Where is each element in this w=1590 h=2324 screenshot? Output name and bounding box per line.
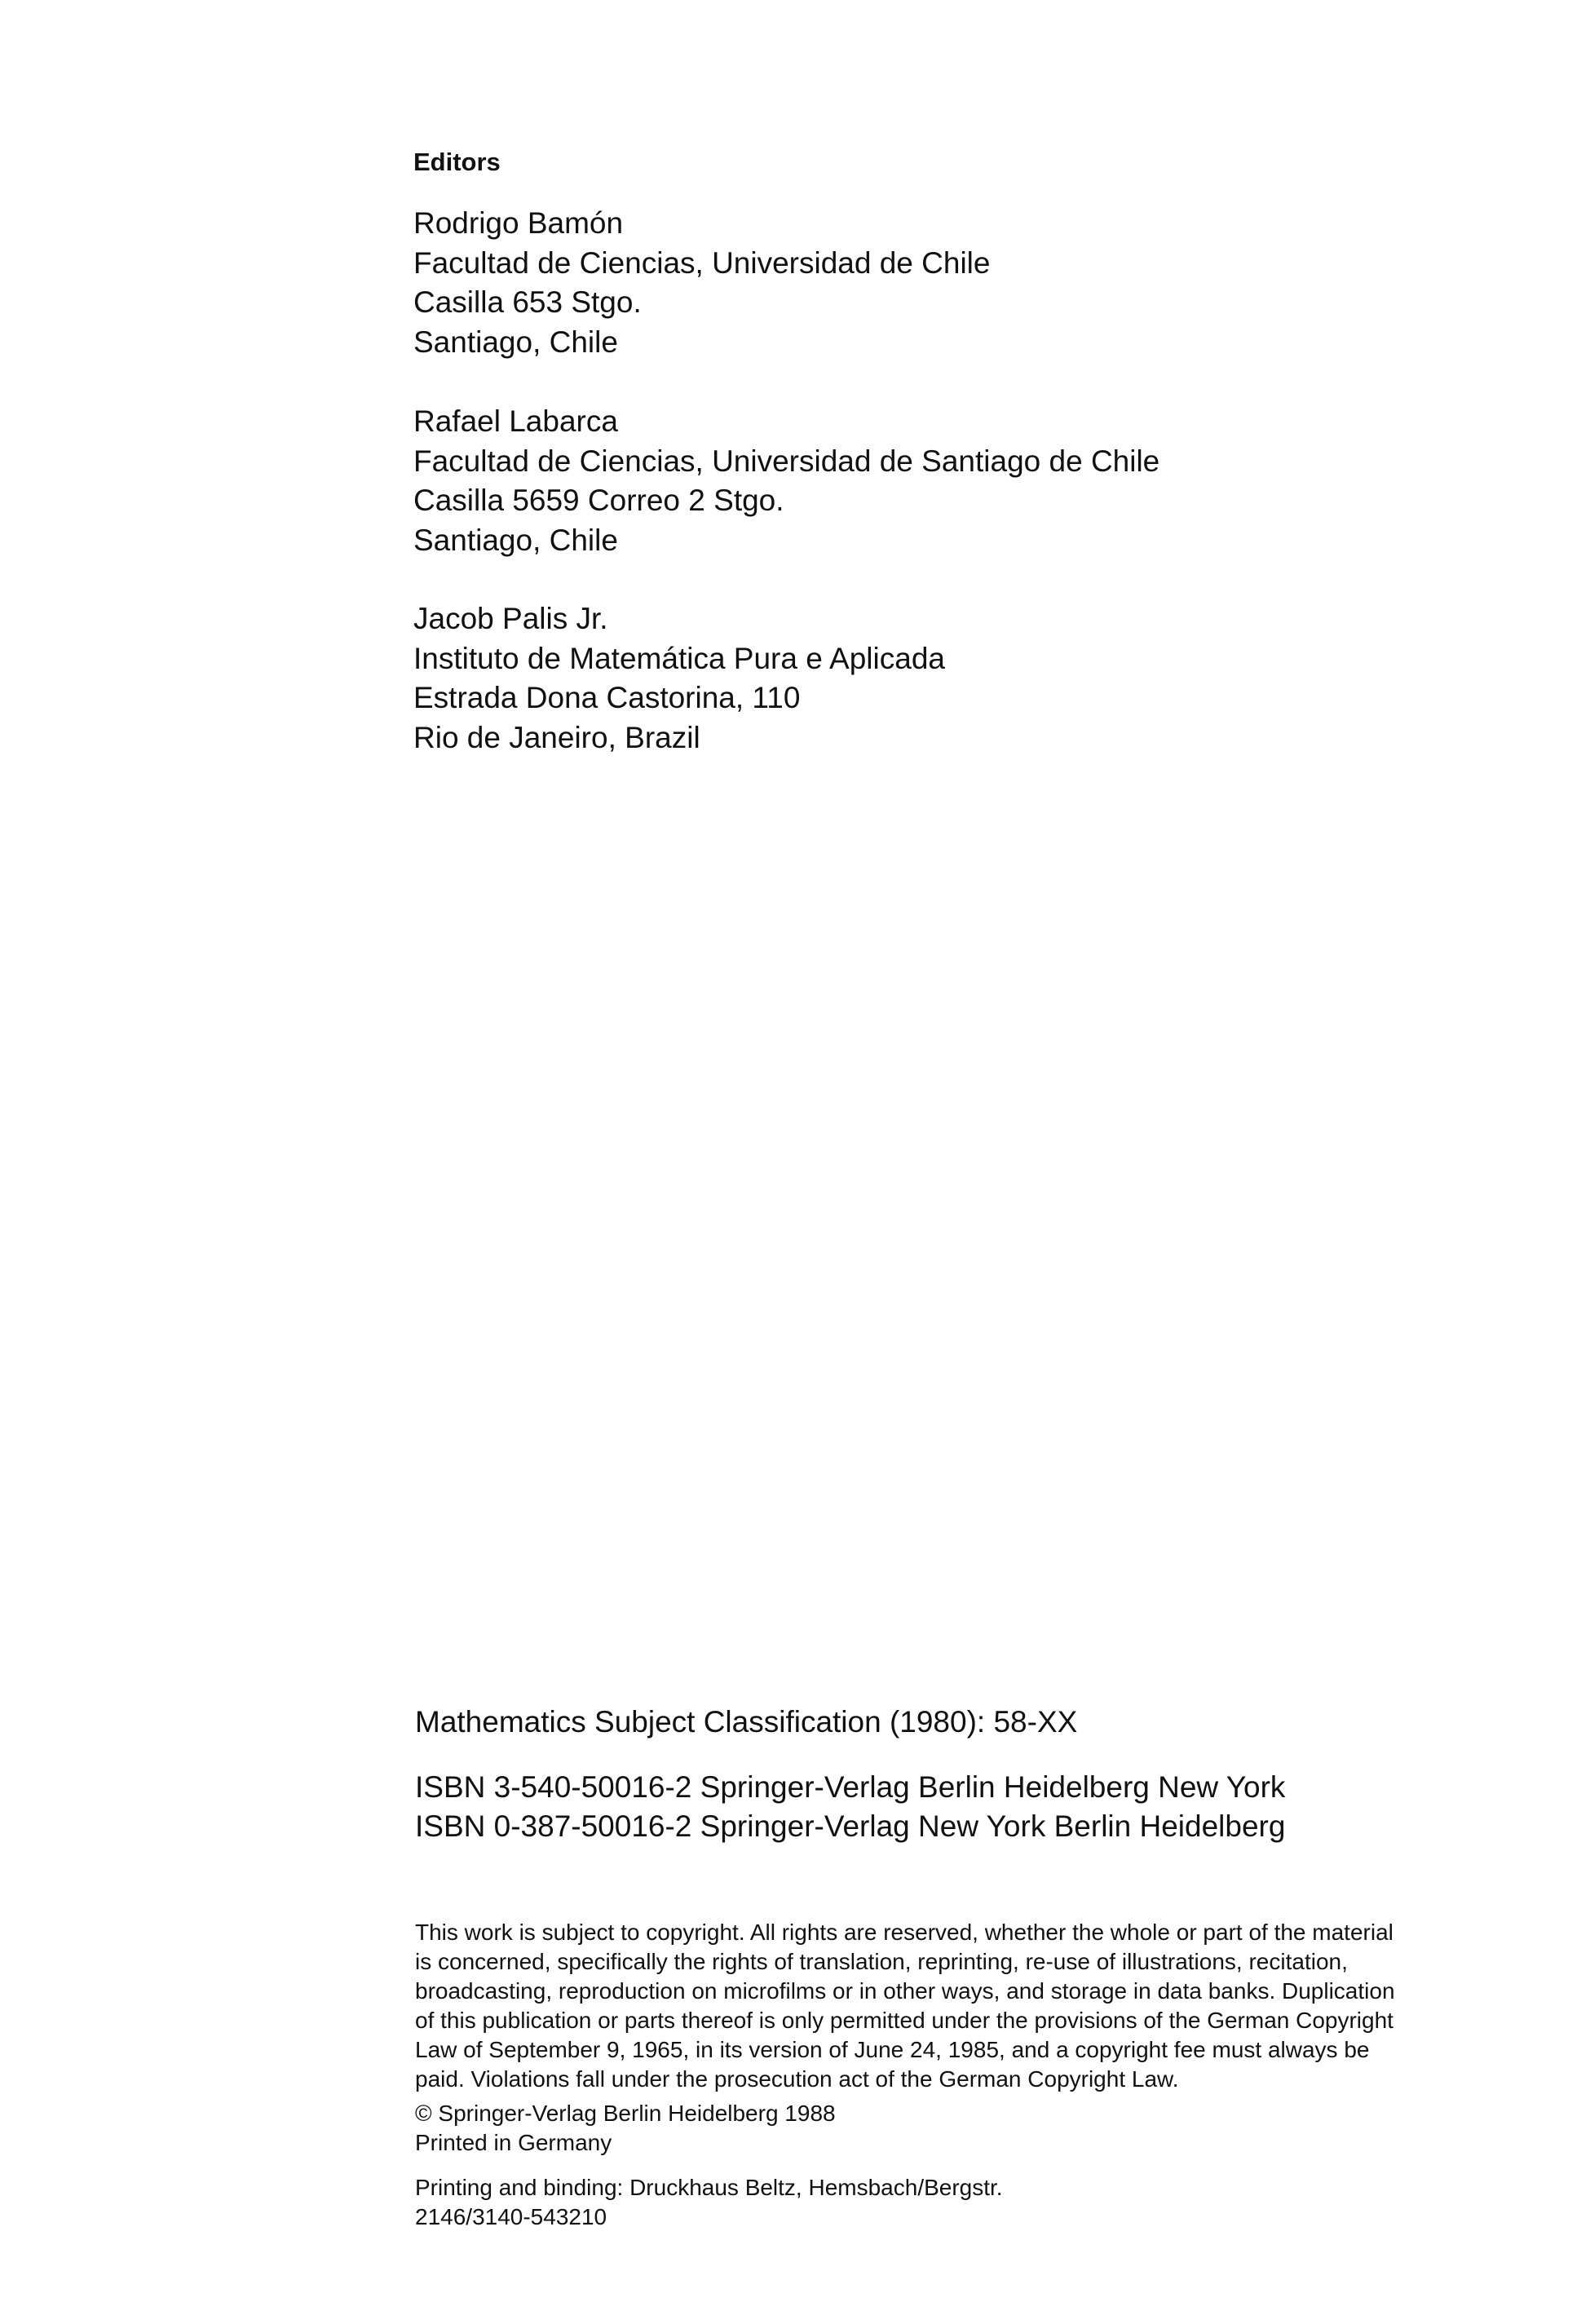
editor-city: Rio de Janeiro, Brazil	[413, 720, 700, 754]
printed-in: Printed in Germany	[415, 2130, 612, 2155]
print-code: 2146/3140-543210	[415, 2204, 607, 2229]
editor-city: Santiago, Chile	[413, 523, 618, 557]
copyright-line: broadcasting, reproduction on microfilms or in other ways, and storage in data banks. Duplication	[415, 1978, 1395, 2004]
editor-name: Jacob Palis Jr.	[413, 602, 608, 635]
copyright-line: is concerned, specifically the rights of translation, reprinting, re-use of illustrations, recitation,	[415, 1949, 1348, 1974]
editor-address-palis	[413, 599, 945, 758]
editor-institution: Facultad de Ciencias, Universidad de Santiago de Chile	[413, 444, 1160, 478]
editor-address-labarca	[413, 402, 1159, 560]
editor-city: Santiago, Chile	[413, 325, 618, 359]
isbn-line: ISBN 0-387-50016-2 Springer-Verlag New York Berlin Heidelberg	[415, 1809, 1286, 1843]
publisher-block	[415, 2099, 836, 2158]
editor-institution: Instituto de Matemática Pura e Aplicada	[413, 641, 945, 675]
editor-name: Rodrigo Bamón	[413, 206, 624, 240]
printing-block	[415, 2173, 1003, 2232]
editor-institution: Facultad de Ciencias, Universidad de Chile	[413, 245, 991, 280]
editors-heading: Editors	[413, 148, 501, 176]
subject-classification: Mathematics Subject Classification (1980): 58-XX	[415, 1705, 1078, 1739]
copyright-notice	[415, 1918, 1395, 2094]
isbn-line: ISBN 3-540-50016-2 Springer-Verlag Berlin Heidelberg New York	[415, 1770, 1286, 1804]
editor-street: Casilla 653 Stgo.	[413, 285, 642, 319]
copyright-line: paid. Violations fall under the prosecution act of the German Copyright Law.	[415, 2066, 1179, 2092]
copyright-line: This work is subject to copyright. All rights are reserved, whether the whole or part of the material	[415, 1920, 1393, 1945]
editor-name: Rafael Labarca	[413, 404, 618, 438]
isbn-block	[415, 1768, 1285, 1846]
editor-street: Estrada Dona Castorina, 110	[413, 681, 801, 714]
printing-binding: Printing and binding: Druckhaus Beltz, Hemsbach/Bergstr.	[415, 2175, 1003, 2200]
editor-address-bamon	[413, 204, 990, 362]
copyright-line: of this publication or parts thereof is only permitted under the provisions of the German Copyright	[415, 2008, 1393, 2033]
editor-street: Casilla 5659 Correo 2 Stgo.	[413, 484, 784, 517]
copyright-line: Law of September 9, 1965, in its version of June 24, 1985, and a copyright fee must always be	[415, 2037, 1370, 2062]
publisher-copyright: © Springer-Verlag Berlin Heidelberg 1988	[415, 2101, 836, 2126]
